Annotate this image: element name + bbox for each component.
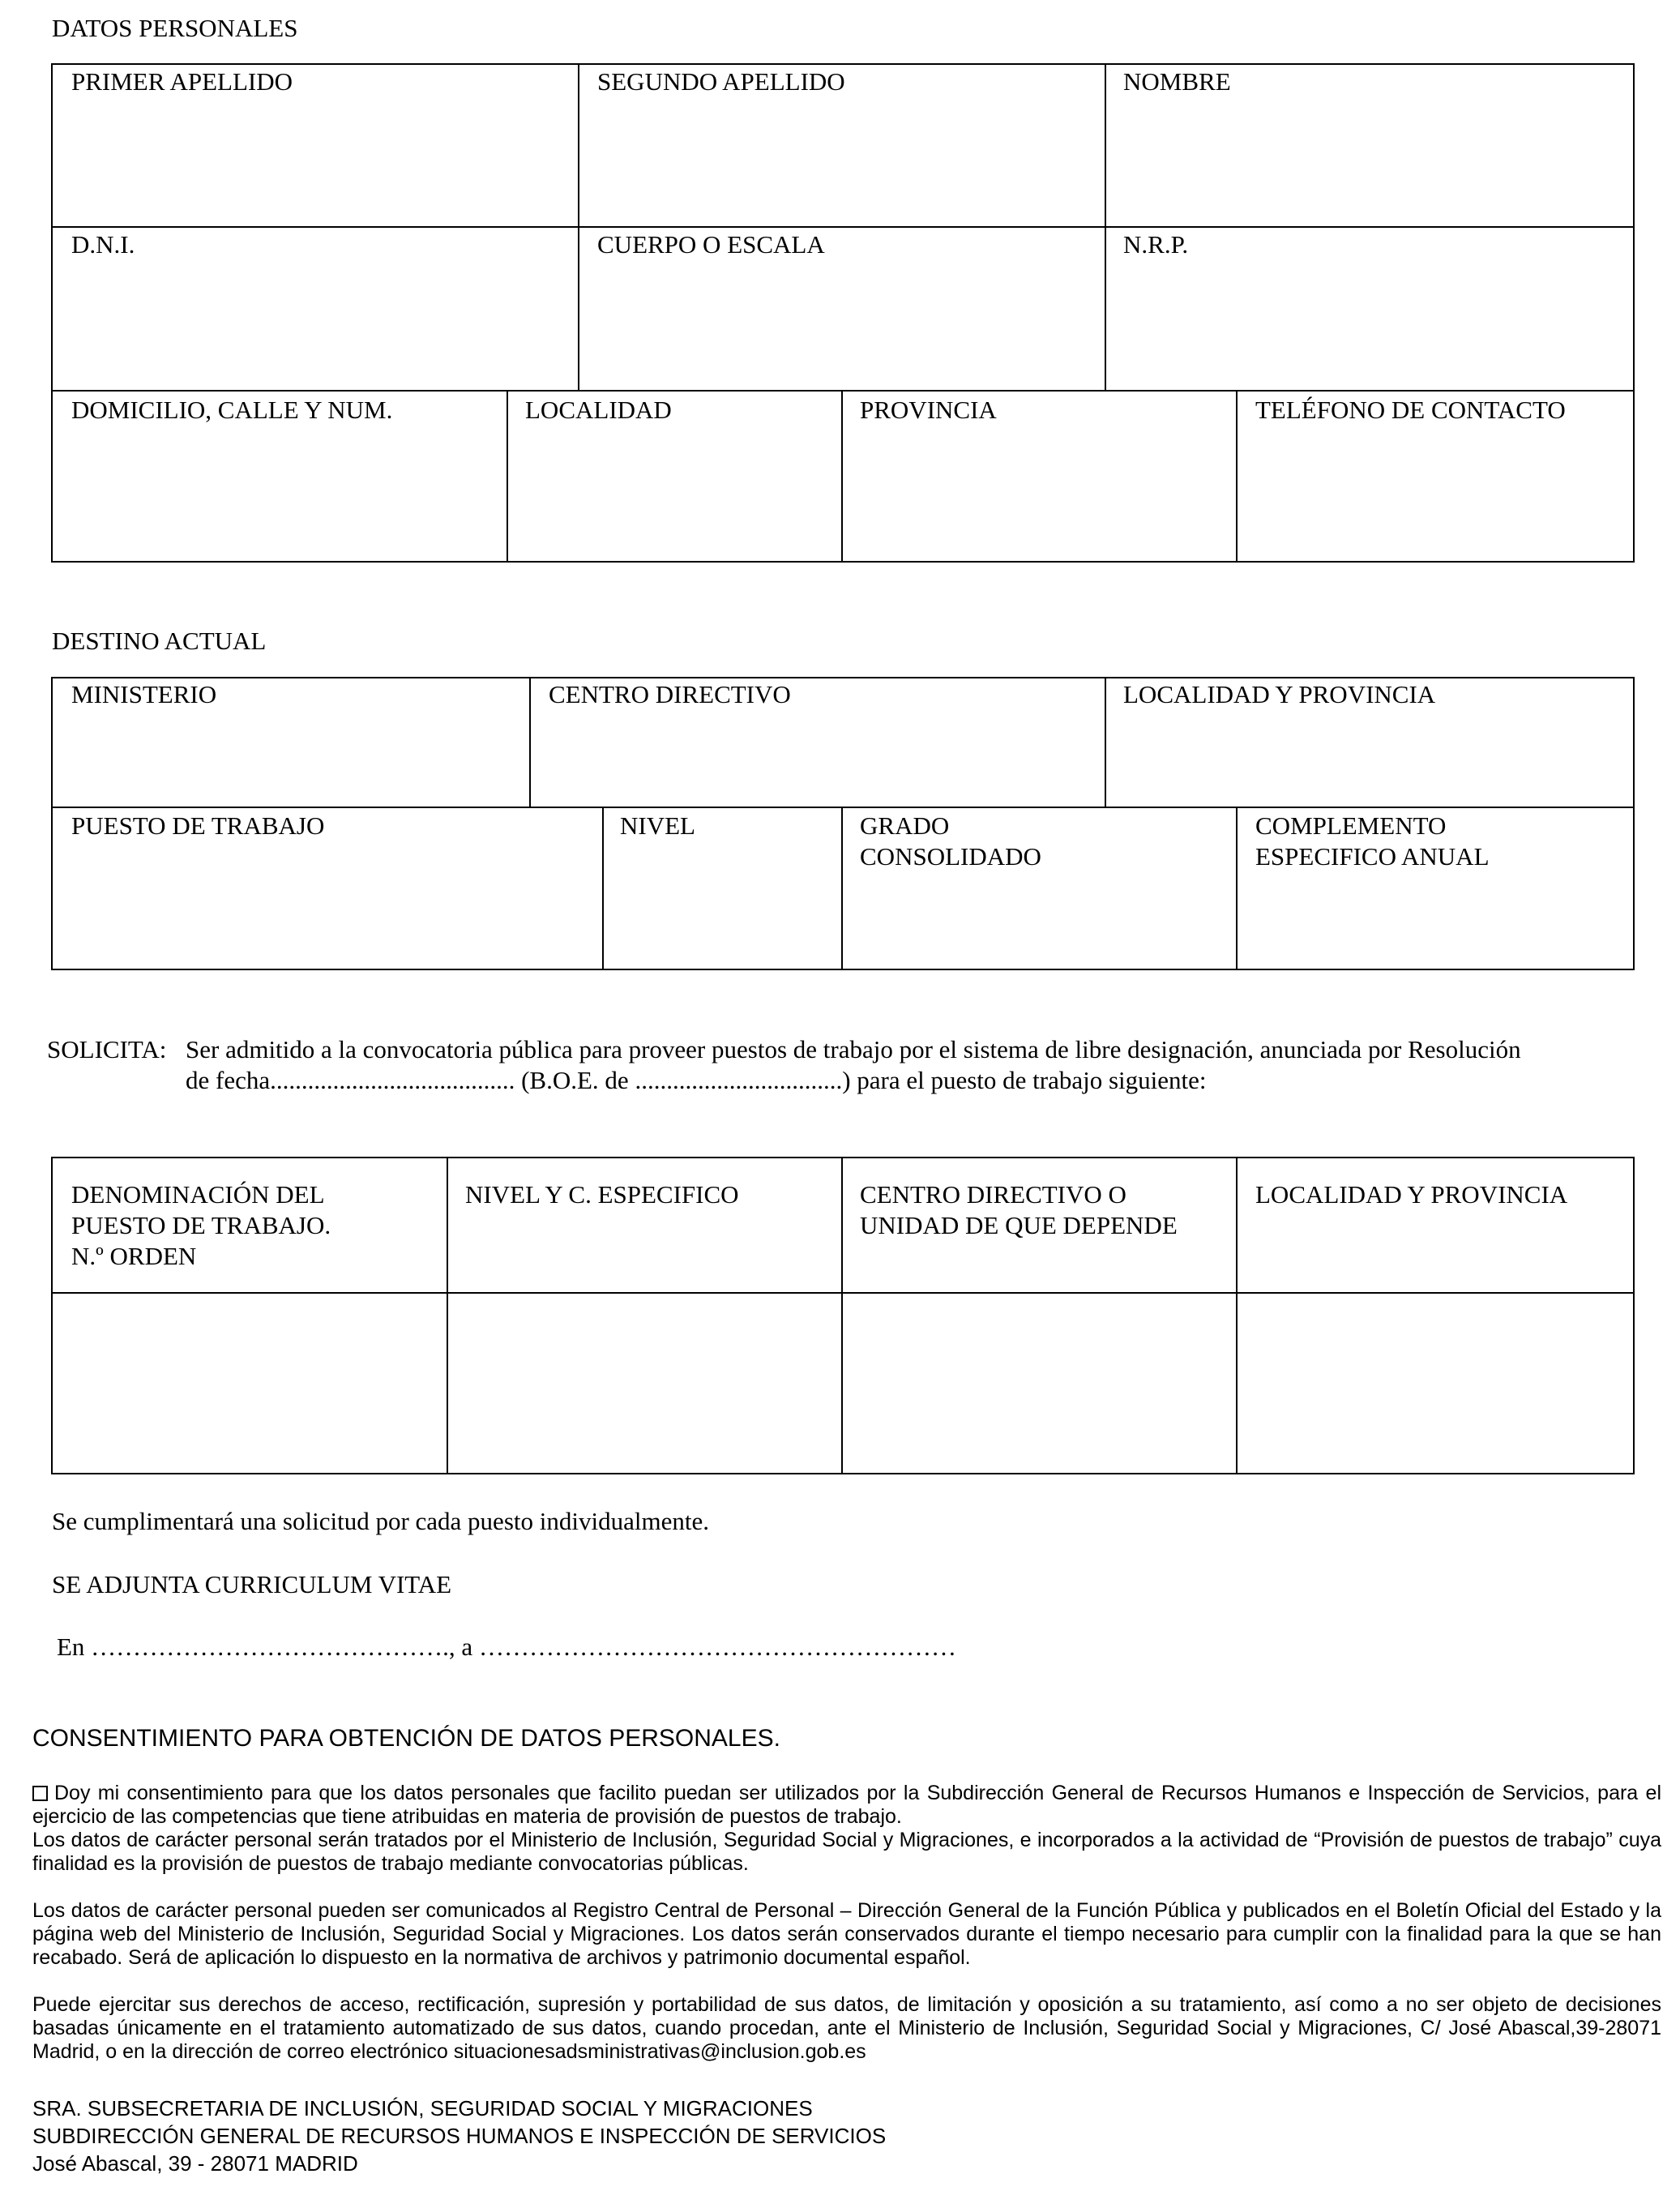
destino-actual-title: DESTINO ACTUAL: [52, 627, 267, 655]
localidad-field[interactable]: [509, 430, 840, 559]
row-divider: [51, 1292, 1635, 1294]
consent-paragraph-3: Puede ejercitar sus derechos de acceso, rectificación, supresión y portabilidad de sus datos, de limitación y oposición a su tratamiento, así como a no ser objeto de decisiones basadas únicamente en el tratamiento automatizado de sus datos, cuando procedan, ante el Ministerio de Inclusión, Seguridad Social y Migraciones, C/ José Abascal,39-28071 Madrid, o en la dirección de correo electrónico situacionesadsministrativas@inclusion.gob.es: [32, 1993, 1661, 2063]
datos-personales-title: DATOS PERSONALES: [52, 14, 298, 42]
dni-label: D.N.I.: [71, 230, 135, 259]
grado-consolidado-field[interactable]: [844, 875, 1234, 968]
nivel-field[interactable]: [605, 875, 840, 968]
localidad-label: LOCALIDAD: [525, 396, 672, 424]
primer-apellido-field[interactable]: [53, 101, 576, 223]
nombre-field[interactable]: [1107, 101, 1632, 223]
nivel-label: NIVEL: [620, 811, 695, 840]
domicilio-label: DOMICILIO, CALLE Y NUM.: [71, 396, 393, 424]
col-divider: [841, 807, 843, 970]
centro-directivo-label: CENTRO DIRECTIVO: [549, 680, 791, 708]
col-divider: [841, 1157, 843, 1474]
nombre-label: NOMBRE: [1123, 67, 1231, 96]
puesto-trabajo-label: PUESTO DE TRABAJO: [71, 811, 325, 840]
denominacion-puesto-header: DENOMINACIÓN DEL PUESTO DE TRABAJO. N.º ORDEN: [71, 1180, 331, 1270]
nota-solicitud-individual: Se cumplimentará una solicitud por cada puesto individualmente.: [52, 1507, 709, 1535]
provincia-label: PROVINCIA: [860, 396, 997, 424]
centro-directivo-unidad-field[interactable]: [844, 1294, 1234, 1472]
solicita-text-line2: de fecha....................................... (B.O.E. de .................................) para el puesto de trabajo siguiente:: [186, 1066, 1207, 1094]
cuerpo-escala-label: CUERPO O ESCALA: [597, 230, 825, 259]
col-divider: [602, 807, 604, 970]
lugar-fecha-line[interactable]: En ……………………………………., a …………………………………………………: [57, 1633, 956, 1661]
telefono-label: TELÉFONO DE CONTACTO: [1255, 396, 1566, 424]
localidad-provincia-solicitada-field[interactable]: [1238, 1294, 1632, 1472]
denominacion-puesto-field[interactable]: [53, 1294, 445, 1472]
col-divider: [1236, 1157, 1238, 1474]
col-divider: [529, 677, 531, 807]
solicita-text-line1: Ser admitido a la convocatoria pública para proveer puestos de trabajo por el sistema de libre designación, anunciada por Resolución: [186, 1035, 1521, 1063]
row-divider: [51, 390, 1635, 392]
centro-directivo-unidad-header: CENTRO DIRECTIVO O UNIDAD DE QUE DEPENDE: [860, 1180, 1178, 1239]
col-divider: [1236, 807, 1238, 970]
segundo-apellido-field[interactable]: [580, 101, 1103, 223]
row-divider: [51, 226, 1635, 228]
ministerio-field[interactable]: [53, 713, 528, 804]
col-divider: [578, 63, 579, 390]
domicilio-field[interactable]: [53, 430, 505, 559]
nivel-c-especifico-header: NIVEL Y C. ESPECIFICO: [465, 1180, 739, 1209]
puesto-trabajo-field[interactable]: [53, 875, 601, 968]
ministerio-label: MINISTERIO: [71, 680, 217, 708]
row-divider: [51, 807, 1635, 808]
consent-checkbox-text: Doy mi consentimiento para que los datos personales que facilito puedan ser utilizados por la Subdirección General de Recursos Humanos e Inspección de Servicios, para el ejercicio de las competencias que tiene atribuidas en materia de provisión de puestos de trabajo.: [32, 1782, 1661, 1828]
nrp-label: N.R.P.: [1123, 230, 1189, 259]
consent-paragraph-2: Los datos de carácter personal pueden ser comunicados al Registro Central de Personal – Dirección General de la Función Pública y publicados en el Boletín Oficial del Estado y la página web del Ministerio de Inclusión, Seguridad Social y Migraciones. Los datos serán conservados durante el tiempo necesario para cumplir con la finalidad para la que se han recabado. Será de aplicación lo dispuesto en la normativa de archivos y patrimonio documental español.: [32, 1899, 1661, 1969]
primer-apellido-label: PRIMER APELLIDO: [71, 67, 293, 96]
localidad-provincia-field[interactable]: [1107, 713, 1632, 804]
col-divider: [447, 1157, 448, 1474]
curriculum-vitae-note: SE ADJUNTA CURRICULUM VITAE: [52, 1570, 452, 1598]
address-line-1: SRA. SUBSECRETARIA DE INCLUSIÓN, SEGURIDAD SOCIAL Y MIGRACIONES: [32, 2096, 813, 2120]
consent-title: CONSENTIMIENTO PARA OBTENCIÓN DE DATOS PERSONALES.: [32, 1725, 780, 1752]
localidad-provincia-label: LOCALIDAD Y PROVINCIA: [1123, 680, 1436, 708]
grado-consolidado-label: GRADO CONSOLIDADO: [860, 811, 1041, 871]
address-line-3: José Abascal, 39 - 28071 MADRID: [32, 2151, 358, 2176]
solicita-label: SOLICITA:: [47, 1035, 167, 1063]
consent-paragraph-1: Los datos de carácter personal serán tratados por el Ministerio de Inclusión, Seguridad Social y Migraciones, e incorporados a la actividad de “Provisión de puestos de trabajo” cuya finalidad es la provisión de puestos de trabajo mediante convocatorias públicas.: [32, 1829, 1661, 1875]
consent-checkbox[interactable]: [32, 1786, 48, 1801]
cuerpo-escala-field[interactable]: [580, 264, 1103, 387]
col-divider: [841, 390, 843, 563]
consent-checkbox-paragraph: [32, 1782, 1661, 1829]
col-divider: [1105, 677, 1106, 807]
localidad-provincia-header: LOCALIDAD Y PROVINCIA: [1255, 1180, 1568, 1209]
col-divider: [1105, 63, 1106, 390]
complemento-especifico-label: COMPLEMENTO ESPECIFICO ANUAL: [1255, 811, 1490, 871]
col-divider: [1236, 390, 1238, 563]
provincia-field[interactable]: [844, 430, 1234, 559]
segundo-apellido-label: SEGUNDO APELLIDO: [597, 67, 845, 96]
centro-directivo-field[interactable]: [532, 713, 1103, 804]
col-divider: [507, 390, 508, 563]
telefono-field[interactable]: [1238, 430, 1632, 559]
complemento-especifico-field[interactable]: [1238, 875, 1632, 968]
nrp-field[interactable]: [1107, 264, 1632, 387]
dni-field[interactable]: [53, 264, 576, 387]
nivel-c-especifico-field[interactable]: [449, 1294, 840, 1472]
address-line-2: SUBDIRECCIÓN GENERAL DE RECURSOS HUMANOS E INSPECCIÓN DE SERVICIOS: [32, 2124, 887, 2148]
